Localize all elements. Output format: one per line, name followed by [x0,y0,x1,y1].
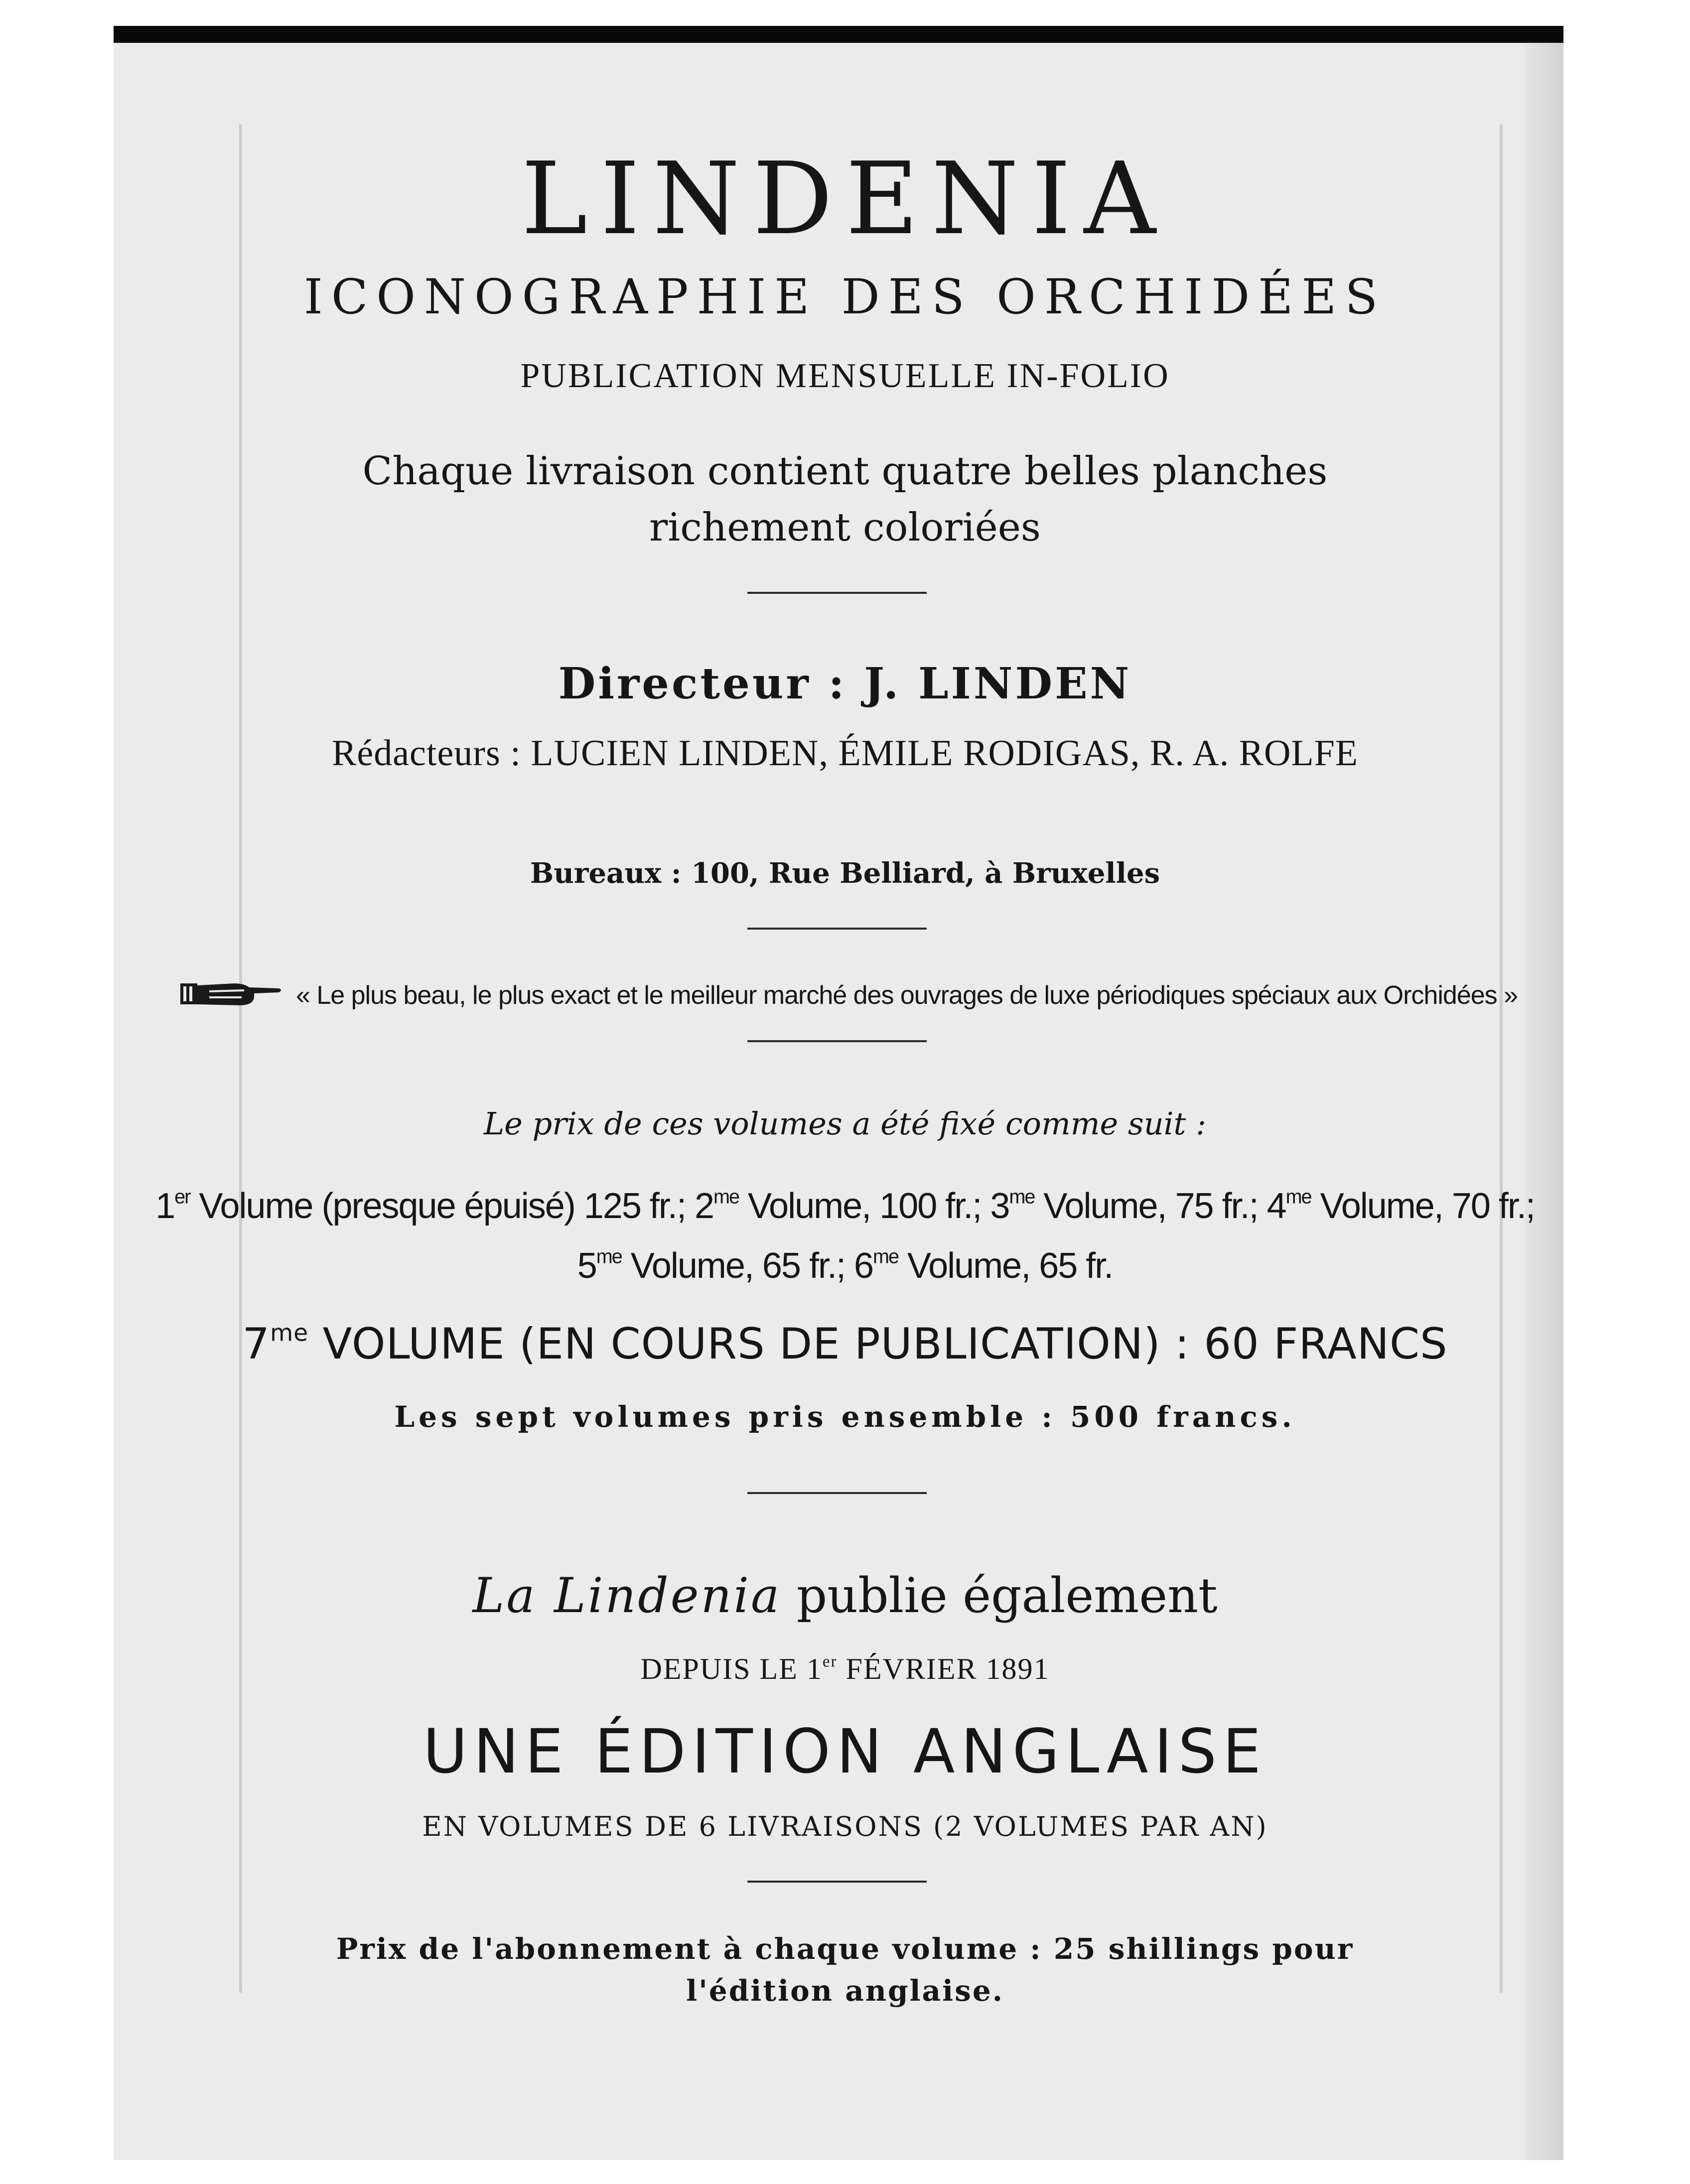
divider-rule [747,592,927,594]
pointing-hand-icon [179,976,284,1011]
lindenia-publie: La Lindenia publie également [472,1568,1218,1624]
quote-text: « Le plus beau, le plus exact et le meilleur marché des ouvrages de luxe périodiques spéciaux aux Orchidées » [295,981,1518,1010]
volumes-prices-line-2: $5^{me}$ Volume, 65 fr.; $6^{me}$ Volume, 65 fr. [577,1245,1113,1286]
livraison-line-1: Chaque livraison contient quatre belles planches [362,449,1328,494]
all-volumes-price: Les sept volumes pris ensemble : 500 francs. [394,1400,1296,1434]
abonnement-line-2: l'édition anglaise. [686,1974,1004,2008]
divider-rule [747,928,927,930]
divider-rule [747,1492,927,1494]
depuis-date: DEPUIS LE 1er FÉVRIER 1891 [640,1652,1050,1685]
volumes-prices-line-1: 1er Volume (presque épuisé) 125 fr.; $2^{me}$ Volume, 100 fr.; $3^{me}$ Volume, 75 fr.; $4^{me}$ Volume, 70 fr.; [155,1186,1535,1226]
bureaux-address: Bureaux : 100, Rue Belliard, à Bruxelles [530,857,1160,890]
livraison-line-2: richement coloriées [649,505,1041,550]
scan-top-border [114,26,1563,43]
journal-title: LINDENIA [521,141,1169,257]
redacteurs-line: Rédacteurs : LUCIEN LINDEN, ÉMILE RODIGAS, R. A. ROLFE [332,733,1358,774]
volume-seven-price: $7^{me}$ VOLUME (EN COURS DE PUBLICATION) : 60 FRANCS [242,1319,1448,1369]
divider-rule [747,1881,927,1883]
publication-frequency: PUBLICATION MENSUELLE IN-FOLIO [520,357,1170,395]
quote-row [179,976,1535,1011]
journal-subtitle: ICONOGRAPHIE DES ORCHIDÉES [303,269,1387,325]
divider-rule [747,1040,927,1042]
abonnement-line-1: Prix de l'abonnement à chaque volume : 25 shillings pour [336,1932,1354,1966]
abonnement-price [0,1928,1690,2012]
prix-intro: Le prix de ces volumes a été fixé comme suit : [483,1105,1207,1142]
right-frame-line [1500,125,1503,1993]
directeur-line: Directeur : J. LINDEN [558,659,1132,709]
edition-anglaise-heading: UNE ÉDITION ANGLAISE [423,1716,1267,1787]
left-frame-line [239,125,242,1993]
volumes-livraisons: EN VOLUMES DE 6 LIVRAISONS (2 VOLUMES PAR AN) [422,1811,1268,1842]
livraison-description [0,443,1690,556]
